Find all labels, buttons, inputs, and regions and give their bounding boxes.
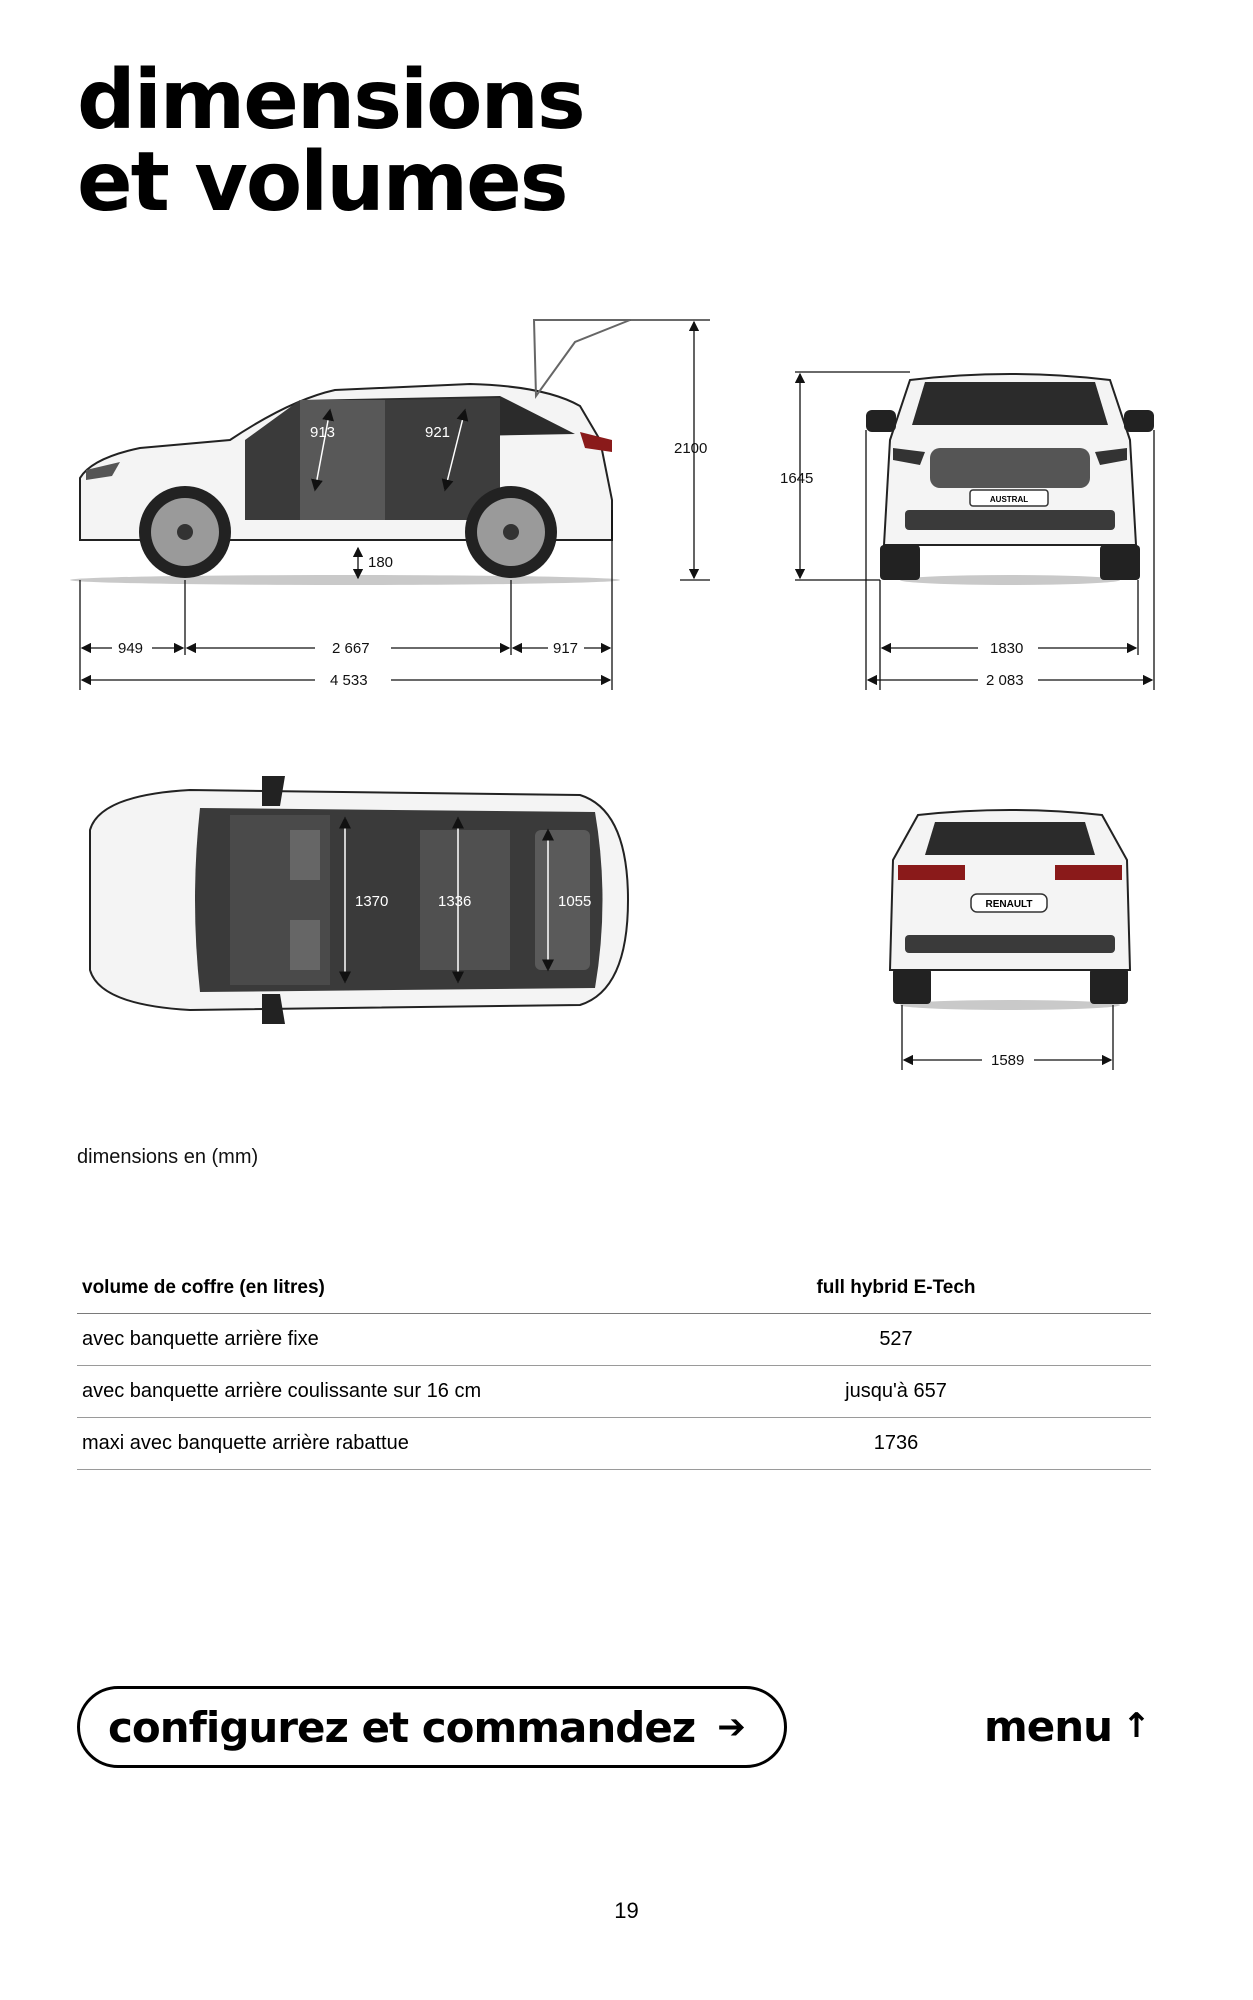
rear-shoulder-label: 1336 (438, 893, 472, 910)
header-engine: full hybrid E-Tech (756, 1262, 1151, 1314)
width-mirrors-label: 2 083 (986, 672, 1024, 689)
front-track-label: 1830 (990, 640, 1024, 657)
menu-link[interactable] (984, 1696, 1150, 1756)
front-view-car (866, 374, 1154, 585)
rear-headroom-label: 921 (425, 424, 451, 441)
table-row (77, 1366, 1151, 1418)
table-row (77, 1314, 1151, 1366)
wheelbase-label: 2 667 (332, 640, 370, 657)
row-value: jusqu'à 657 (756, 1366, 1151, 1418)
configure-order-button[interactable] (77, 1686, 787, 1768)
row-label: maxi avec banquette arrière rabattue (77, 1418, 756, 1470)
row-label: avec banquette arrière fixe (77, 1314, 756, 1366)
rear-track-label: 1589 (991, 1052, 1025, 1069)
arrow-up-icon: ↑ (1122, 1706, 1150, 1746)
header-volume: volume de coffre (en litres) (77, 1262, 756, 1314)
row-label: avec banquette arrière coulissante sur 16 cm (77, 1366, 756, 1418)
dimensions-caption: dimensions en (mm) (77, 1146, 259, 1168)
rear-badge: RENAULT (985, 899, 1033, 910)
row-value: 527 (756, 1314, 1151, 1366)
page-number: 19 (614, 1898, 639, 1923)
configure-order-label: configurez et commandez (108, 1702, 696, 1752)
title-line-1: dimensions (77, 53, 584, 148)
arrow-right-icon: ➔ (717, 1707, 745, 1747)
front-shoulder-label: 1370 (355, 893, 389, 910)
length-label: 4 533 (330, 672, 368, 689)
rear-view-dimensions (902, 1005, 1113, 1070)
front-overhang-label: 949 (118, 640, 144, 657)
height-open-label: 2100 (674, 440, 708, 457)
front-headroom-label: 913 (310, 424, 336, 441)
ground-clearance-label: 180 (368, 554, 394, 571)
table-row (77, 1418, 1151, 1470)
row-value: 1736 (756, 1418, 1151, 1470)
front-badge: AUSTRAL (989, 495, 1029, 504)
menu-label: menu (984, 1701, 1113, 1751)
boot-width-label: 1055 (558, 893, 592, 910)
rear-overhang-label: 917 (553, 640, 579, 657)
table-header-row (77, 1262, 1151, 1314)
top-view-car (90, 776, 628, 1024)
title-line-2: et volumes (77, 135, 567, 230)
front-height-label: 1645 (780, 470, 814, 487)
boot-volume-table (77, 1262, 1151, 1470)
side-view-car (70, 320, 630, 585)
rear-view-car (890, 810, 1130, 1010)
